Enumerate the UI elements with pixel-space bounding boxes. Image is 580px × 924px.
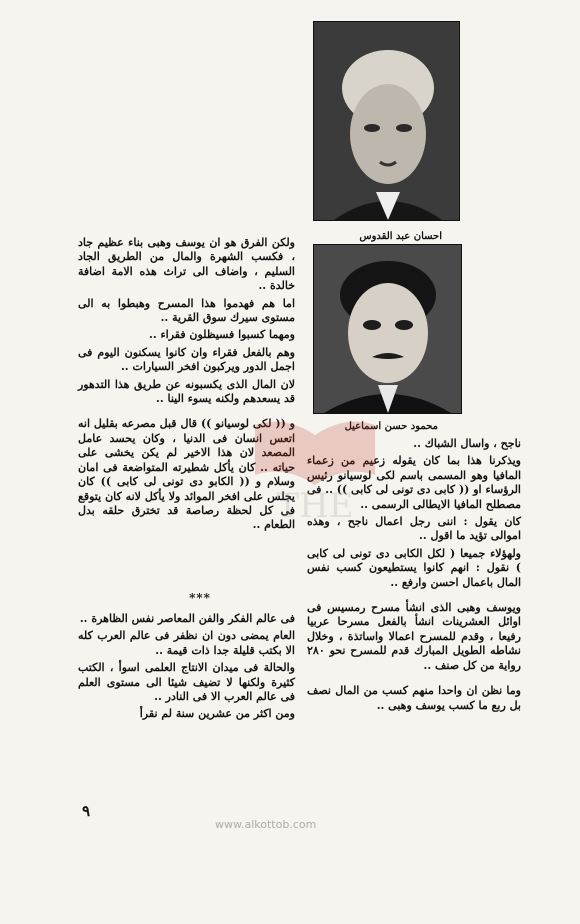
- paragraph: ولكن الفرق هو ان يوسف وهبى بناء عظيم جاد ، فكسب الشهرة والمال من الطريق الجاد السليم ، واضاف الى تراث هذه الامة اضافة خالدة ..: [78, 236, 295, 293]
- left-column-top: [78, 236, 295, 536]
- portrait-photo-icon: [314, 245, 461, 413]
- paragraph: اما هم فهدموا هذا المسرح وهبطوا به الى مستوى سيرك سوق القرية ..: [78, 296, 295, 325]
- page-number: ٩: [82, 802, 91, 820]
- paragraph: لان المال الذى يكسبونه عن طريق هذا التدهور قد يسعدهم ولكنه يسوء الينا ..: [78, 377, 295, 406]
- paragraph: ولهؤلاء جميعا ( لكل الكابى دى تونى لى كابى ) نقول : انهم كانوا يستطيعون كسب نفس المال باعمال احسن وارفع ..: [307, 546, 521, 589]
- right-column: [307, 437, 521, 716]
- paragraph: و (( لكى لوسيانو )) قال قبل مصرعه بقليل انه اتعس انسان فى الدنيا ، وكان يحسد عامل المصعد لان هذا الاخير لم يكن يخشى على حياته .. كان يأكل شطيرته المتواضعة فى امان وسلام و (( الكابو دى تونى لى كابى )) كان يجلس على افخر الموائد ولا يأكل لانه كان يتوقع فى كل لحظة رصاصة قد تخترق حلقه بدل الطعام ..: [78, 417, 295, 532]
- watermark-logo-text: THE: [276, 486, 354, 525]
- section-separator: ***: [189, 591, 211, 605]
- paragraph: والحالة فى ميدان الانتاج العلمى اسوأ ، الكتب كثيرة ولكنها لا تضيف شيئا الى مستوى العلم فى عالم العرب الا فى النادر ..: [78, 661, 295, 704]
- paragraph: كان يقول : اننى رجل اعمال ناجح ، وهذه اموالى تؤيد ما اقول ..: [307, 515, 521, 543]
- photo-caption-1: احسان عبد القدوس: [359, 231, 442, 242]
- paragraph: ناجح ، واسال الشباك ..: [413, 437, 521, 450]
- paragraph: ويذكرنا هذا بما كان يقوله زعيم من زعماء المافيا وهو المسمى باسم لكى لوسيانو رئيس الرؤساء او (( كابى دى تونى لى كابى )) .. فى مصطلح المافيا الايطالى الرسمى ..: [307, 454, 521, 511]
- portrait-photo-1: [313, 21, 460, 221]
- paragraph: فى عالم الفكر والفن المعاصر نفس الظاهرة ..: [79, 612, 295, 625]
- left-column-bottom: [78, 612, 295, 725]
- paragraph: ويوسف وهبى الذى انشأ مسرح رمسيس فى اوائل العشرينات انشأ بالفعل مسرحا عربيا رفيعا ، وقدم للمسرح اعمالا واساتذة ، وخلال نشاطه الطويل المبارك قدم للمسرح نحو ٢٨٠ رواية من كل صنف ..: [307, 601, 521, 672]
- watermark-url: www.alkottob.com: [215, 818, 317, 831]
- paragraph: وما نظن ان واحدا منهم كسب من المال نصف بل ربع ما كسب يوسف وهبى ..: [307, 684, 521, 712]
- portrait-photo-icon: [314, 22, 459, 220]
- paragraph: العام يمضى دون ان نظفر فى عالم العرب كله الا بكتب قليلة جدا ذات قيمة ..: [78, 629, 295, 657]
- portrait-photo-2: [313, 244, 462, 414]
- paragraph: وهم بالفعل فقراء وان كانوا يسكنون اليوم فى اجمل الدور ويركبون افخر السيارات ..: [78, 345, 295, 374]
- paragraph: ومن اكثر من عشرين سنة لم نقرأ: [139, 707, 295, 721]
- photo-caption-2: محمود حسن اسماعيل: [344, 421, 438, 432]
- paragraph: ومهما كسبوا فسيظلون فقراء ..: [148, 328, 295, 342]
